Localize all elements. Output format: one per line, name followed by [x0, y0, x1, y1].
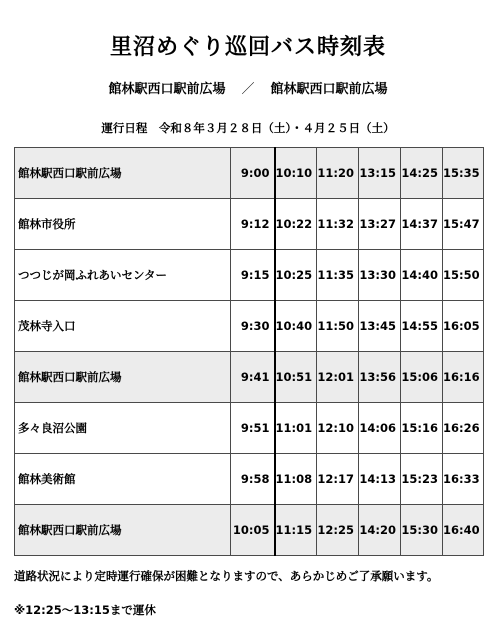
departure-time: 15:35	[443, 148, 484, 199]
route-line	[0, 78, 496, 97]
suspension-notice: ※12:25～13:15まで運休	[14, 603, 156, 617]
departure-time: 9:00	[231, 148, 275, 199]
departure-time: 11:15	[275, 505, 317, 556]
departure-time: 16:40	[443, 505, 484, 556]
departure-time: 16:33	[443, 454, 484, 505]
departure-time: 12:25	[317, 505, 359, 556]
departure-time: 10:22	[275, 199, 317, 250]
departure-time: 13:27	[359, 199, 401, 250]
stop-name: つつじが岡ふれあいセンター	[15, 250, 231, 301]
timetable-row	[15, 199, 484, 250]
route-separator: ／	[241, 82, 255, 97]
departure-time: 13:56	[359, 352, 401, 403]
departure-time: 10:25	[275, 250, 317, 301]
departure-time: 9:15	[231, 250, 275, 301]
departure-time: 10:40	[275, 301, 317, 352]
departure-time: 14:40	[401, 250, 443, 301]
departure-time: 14:20	[359, 505, 401, 556]
departure-time: 11:50	[317, 301, 359, 352]
timetable-row	[15, 301, 484, 352]
traffic-notice: 道路状況により定時運行確保が困難となりますので、あらかじめご了承願います。	[14, 569, 439, 583]
departure-time: 16:26	[443, 403, 484, 454]
timetable	[14, 147, 484, 556]
departure-time: 9:41	[231, 352, 275, 403]
departure-time: 14:13	[359, 454, 401, 505]
departure-time: 9:12	[231, 199, 275, 250]
departure-time: 14:37	[401, 199, 443, 250]
stop-name: 多々良沼公園	[15, 403, 231, 454]
departure-time: 11:01	[275, 403, 317, 454]
departure-time: 15:50	[443, 250, 484, 301]
timetable-row	[15, 352, 484, 403]
route-origin: 館林駅西口駅前広場	[108, 82, 226, 97]
departure-time: 13:45	[359, 301, 401, 352]
departure-time: 15:06	[401, 352, 443, 403]
stop-name: 館林駅西口駅前広場	[15, 352, 231, 403]
departure-time: 11:32	[317, 199, 359, 250]
stop-name: 館林市役所	[15, 199, 231, 250]
departure-time: 14:55	[401, 301, 443, 352]
departure-time: 15:47	[443, 199, 484, 250]
departure-time: 11:20	[317, 148, 359, 199]
timetable-row	[15, 148, 484, 199]
departure-time: 14:06	[359, 403, 401, 454]
departure-time: 16:05	[443, 301, 484, 352]
timetable-row	[15, 454, 484, 505]
departure-time: 12:10	[317, 403, 359, 454]
departure-time: 15:23	[401, 454, 443, 505]
page-title: 里沼めぐり巡回バス時刻表	[109, 35, 386, 60]
departure-time: 12:17	[317, 454, 359, 505]
stop-name: 茂林寺入口	[15, 301, 231, 352]
departure-time: 11:35	[317, 250, 359, 301]
operation-period: 運行日程 令和８年３月２８日（土）・４月２５日（土）	[101, 121, 395, 135]
departure-time: 10:10	[275, 148, 317, 199]
departure-time: 10:51	[275, 352, 317, 403]
route-destination: 館林駅西口駅前広場	[270, 82, 388, 97]
departure-time: 14:25	[401, 148, 443, 199]
departure-time: 15:16	[401, 403, 443, 454]
departure-time: 9:58	[231, 454, 275, 505]
stop-name: 館林駅西口駅前広場	[15, 505, 231, 556]
departure-time: 16:16	[443, 352, 484, 403]
departure-time: 9:51	[231, 403, 275, 454]
departure-time: 13:30	[359, 250, 401, 301]
timetable-body	[15, 148, 484, 556]
departure-time: 13:15	[359, 148, 401, 199]
departure-time: 10:05	[231, 505, 275, 556]
stop-name: 館林美術館	[15, 454, 231, 505]
departure-time: 9:30	[231, 301, 275, 352]
departure-time: 15:30	[401, 505, 443, 556]
departure-time: 12:01	[317, 352, 359, 403]
stop-name: 館林駅西口駅前広場	[15, 148, 231, 199]
timetable-row	[15, 505, 484, 556]
timetable-row	[15, 403, 484, 454]
timetable-row	[15, 250, 484, 301]
departure-time: 11:08	[275, 454, 317, 505]
